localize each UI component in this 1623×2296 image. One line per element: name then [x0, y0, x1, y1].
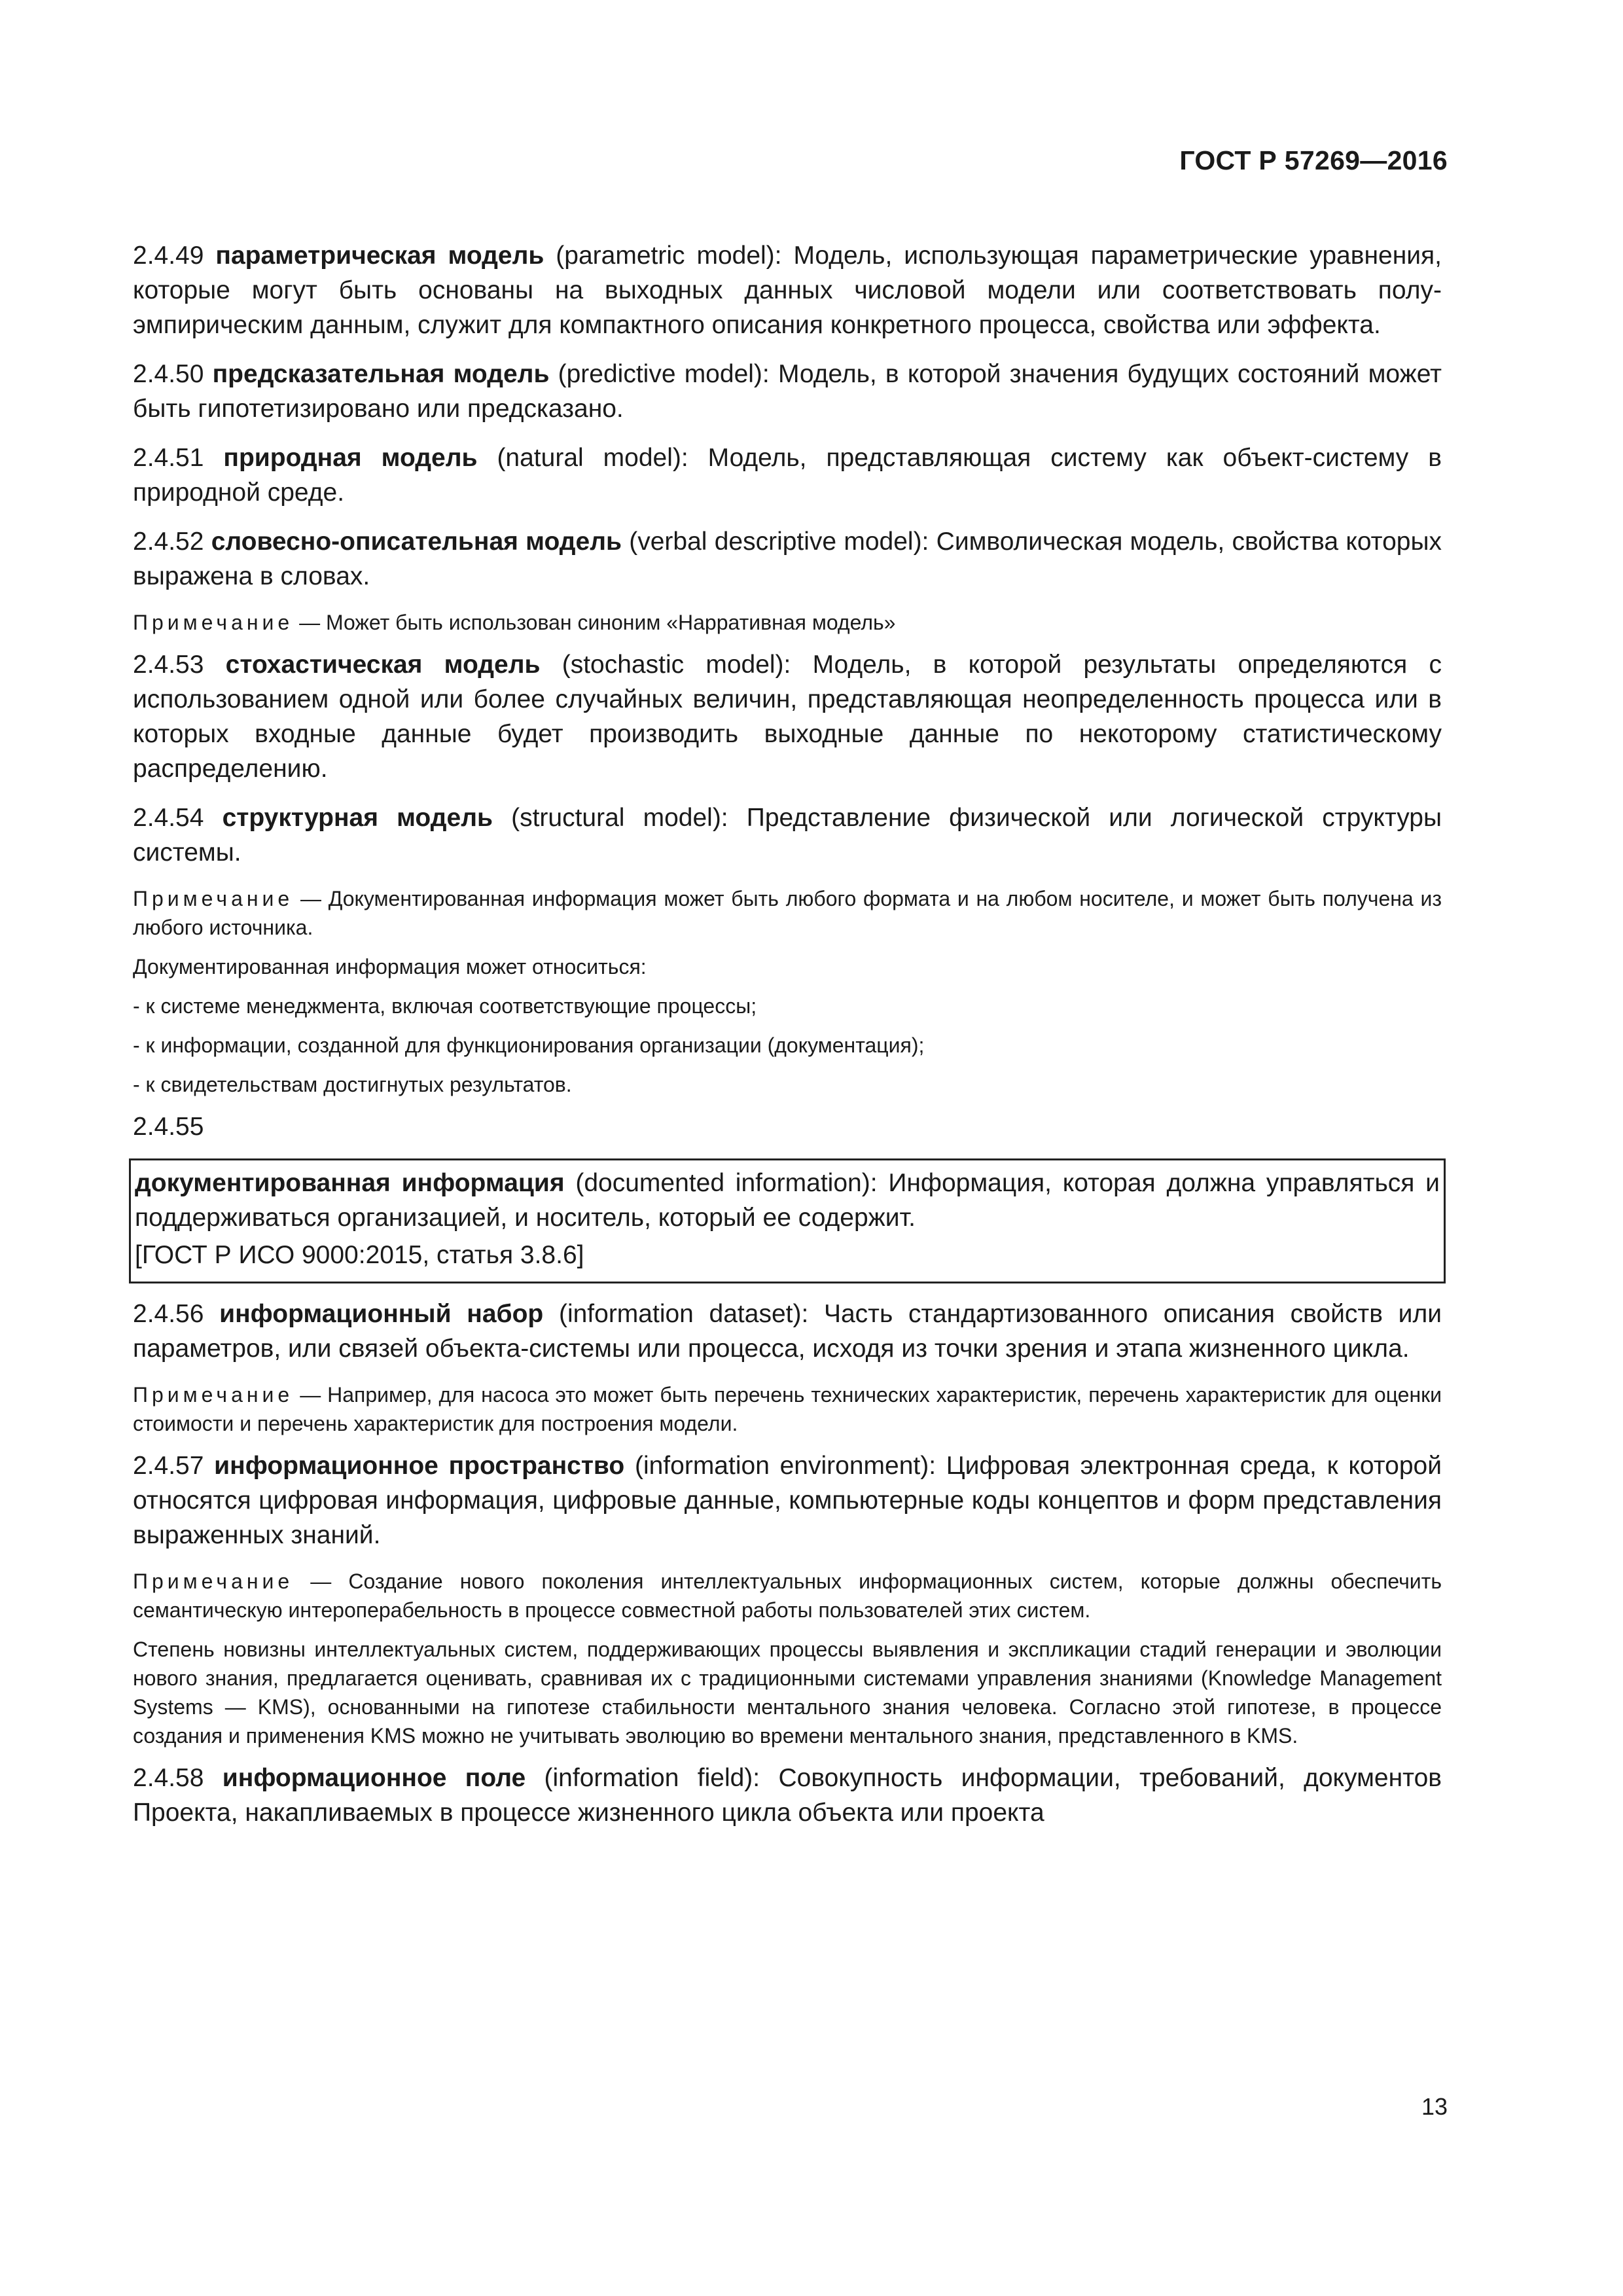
term-english: (stochastic model): — [562, 651, 791, 679]
term-source-reference: [ГОСТ Р ИСО 9000:2015, статья 3.8.6] — [135, 1241, 584, 1269]
term-entry — [133, 440, 1442, 510]
term-definition: Модель, в которой значения будущих состояний может быть гипотетизировано или предсказано. — [133, 360, 1442, 423]
note-text: — Документированная информация может быть любого формата и на любом носителе, и может быть получена из любого источника. — [133, 887, 1442, 939]
term-definition: Часть стандартизованного описания свойств или параметров, или связей объекта-системы или процесса, исходя из точки зрения и этапа жизненного цикла. — [133, 1300, 1442, 1363]
term-entry — [133, 647, 1442, 786]
page-number: 13 — [1421, 2093, 1448, 2120]
term-name: информационное поле — [222, 1764, 526, 1792]
note-text: — Может быть использован синоним «Нарративная модель» — [299, 611, 896, 634]
term-name: словесно-описательная модель — [211, 528, 622, 556]
note-list-item: - к свидетельствам достигнутых результатов. — [133, 1073, 572, 1096]
note-label: Примечание — [133, 1570, 294, 1593]
term-entry — [133, 524, 1442, 594]
term-number-standalone: 2.4.55 — [133, 1113, 204, 1141]
term-entry — [133, 1761, 1442, 1830]
term-english: (predictive model): — [558, 360, 770, 388]
term-english: (parametric model): — [556, 242, 782, 270]
term-number: 2.4.53 — [133, 651, 204, 679]
term-definition: Цифровая электронная среда, к которой относятся цифровая информация, цифровые данные, компьютерные коды концептов и форм представления выраженных знаний. — [133, 1452, 1442, 1549]
term-english: (verbal descriptive model): — [629, 528, 929, 556]
term-entry — [133, 1297, 1442, 1366]
note-paragraph: Документированная информация может относиться: — [133, 955, 647, 978]
term-name: стохастическая модель — [225, 651, 541, 679]
term-number: 2.4.56 — [133, 1300, 204, 1328]
note — [133, 1380, 1442, 1438]
term-name: информационный набор — [219, 1300, 544, 1328]
term-definition: Совокупность информации, требований, документов Проекта, накапливаемых в процессе жизненного цикла объекта или проекта — [133, 1764, 1442, 1827]
note-paragraph: Степень новизны интеллектуальных систем, поддерживающих процессы выявления и экспликации стадий генерации и эволюции нового знания, предлагается оценивать, сравнивая их с традиционными системами управления знаниями (Knowledge Management Systems — KMS), основанными на гипотезе стабильности ментального знания человека. Согласно этой гипотезе, в процессе создания и применения KMS можно не учитывать эволюцию во времени ментального знания, представленного в KMS. — [133, 1638, 1442, 1748]
term-definition: Модель, представляющая систему как объект-систему в природной среде. — [133, 444, 1442, 507]
note-label: Примечание — [133, 887, 294, 910]
note-label: Примечание — [133, 1383, 294, 1407]
note — [133, 608, 1442, 637]
term-number: 2.4.57 — [133, 1452, 204, 1480]
term-entry — [133, 238, 1442, 342]
term-number: 2.4.54 — [133, 804, 204, 832]
note-label: Примечание — [133, 611, 294, 634]
note — [133, 1567, 1442, 1624]
term-english: (information environment): — [634, 1452, 936, 1480]
term-name: природная модель — [223, 444, 478, 472]
term-entry — [133, 800, 1442, 870]
term-english: (information field): — [544, 1764, 760, 1792]
term-english: (natural model): — [497, 444, 688, 472]
term-number: 2.4.52 — [133, 528, 204, 556]
note-text: — Создание нового поколения интеллектуальных информационных систем, которые должны обеспечить семантическую интероперабельность в процессе совместной работы пользователей этих систем. — [133, 1570, 1442, 1622]
term-english: (information dataset): — [558, 1300, 809, 1328]
term-definition: Модель, использующая параметрические уравнения, которые могут быть основаны на выходных данных числовой модели или соответствовать полу-эмпирическим данным, служит для компактного описания конкретного процесса, свойства или эффекта. — [133, 242, 1442, 339]
term-entry — [133, 357, 1442, 426]
term-entry — [135, 1166, 1440, 1235]
term-number: 2.4.58 — [133, 1764, 204, 1792]
term-definition: Символическая модель, свойства которых выражена в словах. — [133, 528, 1442, 590]
term-definition: Представление физической или логической структуры системы. — [133, 804, 1442, 867]
term-name: информационное пространство — [214, 1452, 625, 1480]
term-name: структурная модель — [222, 804, 493, 832]
term-number: 2.4.51 — [133, 444, 204, 472]
term-definition: Модель, в которой результаты определяются с использованием одной или более случайных величин, представляющая неопределенность процесса или в которых входные данные будет производить выходные данные по некоторому статистическому распределению. — [133, 651, 1442, 783]
note-list-item: - к информации, созданной для функционирования организации (документация); — [133, 1033, 925, 1057]
term-name: предсказательная модель — [212, 360, 550, 388]
quoted-definition-box — [129, 1158, 1446, 1283]
term-definition: Информация, которая должна управляться и поддерживаться организацией, и носитель, который ее содержит. — [135, 1169, 1440, 1232]
note — [133, 884, 1442, 942]
term-english: (documented information): — [575, 1169, 878, 1197]
document-body — [133, 238, 1442, 1844]
term-number: 2.4.49 — [133, 242, 204, 270]
note-text: — Например, для насоса это может быть перечень технических характеристик, перечень характеристик для оценки стоимости и перечень характеристик для построения модели. — [133, 1383, 1442, 1435]
term-name: параметрическая модель — [215, 242, 544, 270]
document-header: ГОСТ Р 57269—2016 — [1179, 145, 1448, 175]
term-entry — [133, 1448, 1442, 1552]
note-list-item: - к системе менеджмента, включая соответствующие процессы; — [133, 994, 757, 1018]
term-english: (structural model): — [511, 804, 728, 832]
term-name: документированная информация — [135, 1169, 565, 1197]
term-number: 2.4.50 — [133, 360, 204, 388]
